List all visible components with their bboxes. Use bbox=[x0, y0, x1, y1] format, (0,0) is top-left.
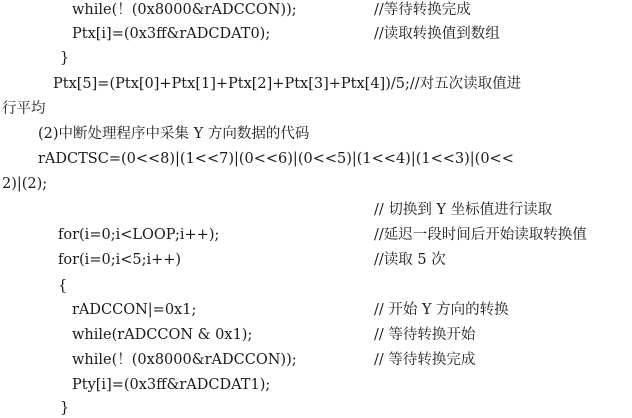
code-line-adctsc-cont: 2)|(2); bbox=[2, 176, 48, 192]
comment-wait-complete: //等待转换完成 bbox=[374, 2, 471, 18]
code-line-close-brace-2: } bbox=[60, 400, 70, 416]
comment-delay: //延迟一段时间后开始读取转换值 bbox=[374, 227, 587, 243]
section-heading: (2)中断处理程序中采集 Y 方向数据的代码 bbox=[38, 126, 310, 142]
code-line-delay-loop: for(i=0;i<LOOP;i++); bbox=[58, 227, 220, 243]
text-line-wrap: 行平均 bbox=[2, 101, 46, 117]
comment-read-five: //读取 5 次 bbox=[374, 252, 446, 268]
comment-start-y: // 开始 Y 方向的转换 bbox=[374, 302, 509, 318]
code-line-average: Ptx[5]=(Ptx[0]+Ptx[1]+Ptx[2]+Ptx[3]+Ptx[4])/5;//对五次读取值进 bbox=[53, 76, 522, 92]
comment-read-to-array: //读取转换值到数组 bbox=[374, 26, 500, 42]
comment-wait-start: // 等待转换开始 bbox=[374, 327, 476, 343]
comment-wait-complete-2: // 等待转换完成 bbox=[374, 352, 476, 368]
code-line-wait-complete-2: while(！(0x8000&rADCCON)); bbox=[72, 352, 297, 368]
code-line-wait-complete: while(！(0x8000&rADCCON)); bbox=[72, 2, 297, 18]
code-line-start-conv: rADCCON|=0x1; bbox=[72, 302, 197, 318]
code-line-close-brace: } bbox=[60, 50, 70, 66]
code-line-open-brace: { bbox=[58, 278, 68, 294]
code-line-for-five: for(i=0;i<5;i++) bbox=[58, 252, 182, 268]
code-line-adctsc: rADCTSC=(0<<8)|(1<<7)|(0<<6)|(0<<5)|(1<<4)|(1<<3)|(0<< bbox=[38, 151, 514, 167]
code-line-read-pty: Pty[i]=(0x3ff&rADCDAT1); bbox=[72, 377, 271, 393]
code-line-wait-start: while(rADCCON & 0x1); bbox=[72, 327, 253, 343]
code-line-read-ptx: Ptx[i]=(0x3ff&rADCDAT0); bbox=[72, 26, 271, 42]
comment-switch-y: // 切换到 Y 坐标值进行读取 bbox=[374, 202, 553, 218]
